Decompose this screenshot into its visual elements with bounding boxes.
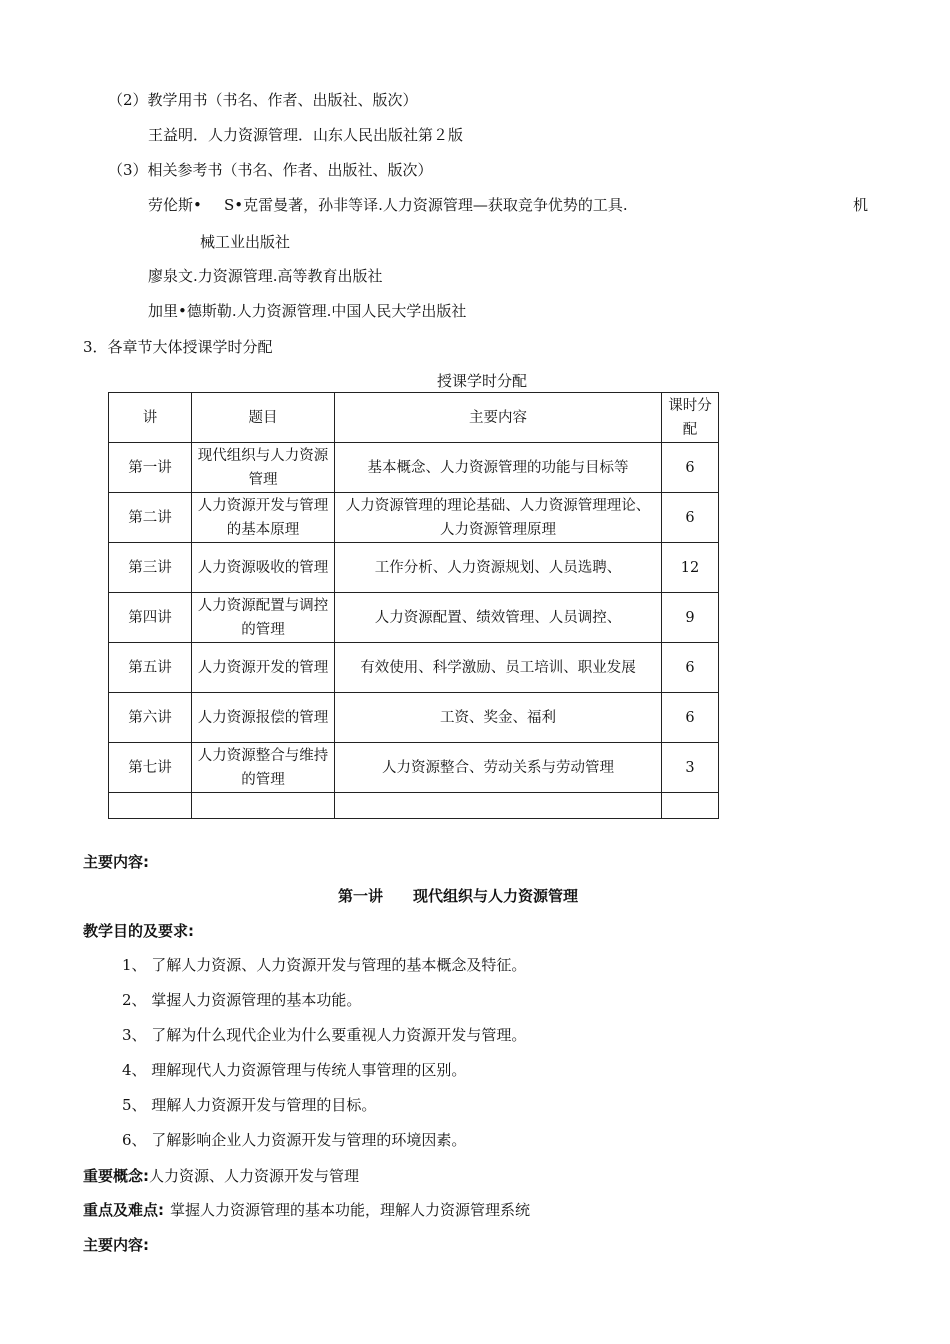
reference-item-3: 加里•德斯勒.人力资源管理.中国人民大学出版社 <box>148 302 467 320</box>
concepts-text: 人力资源、人力资源开发与管理 <box>149 1167 360 1185</box>
table-row <box>109 493 719 543</box>
cell-lecture: 第三讲 <box>109 543 192 593</box>
cell-content: 人力资源管理的理论基础、人力资源管理理论、人力资源管理原理 <box>335 493 662 543</box>
cell-lecture: 第四讲 <box>109 593 192 643</box>
cell-lecture: 第五讲 <box>109 643 192 693</box>
cell-title: 人力资源报偿的管理 <box>192 693 335 743</box>
reference-item-2: 廖泉文.力资源管理.高等教育出版社 <box>148 267 383 285</box>
cell-lecture: 第一讲 <box>109 443 192 493</box>
cell-title: 人力资源开发与管理的基本原理 <box>192 493 335 543</box>
cell-content: 有效使用、科学激励、员工培训、职业发展 <box>335 643 662 693</box>
cell-title: 人力资源整合与维持的管理 <box>192 743 335 793</box>
cell-lecture: 第七讲 <box>109 743 192 793</box>
cell-hours: 6 <box>662 643 719 693</box>
main-content-label-2: 主要内容: <box>83 1236 149 1254</box>
cell-lecture: 第六讲 <box>109 693 192 743</box>
section-3-heading: 3．各章节大体授课学时分配 <box>83 338 273 356</box>
reference-heading: （3）相关参考书（书名、作者、出版社、版次） <box>108 161 433 179</box>
cell-hours: 12 <box>662 543 719 593</box>
cell-content: 工资、奖金、福利 <box>335 693 662 743</box>
cell-lecture: 第二讲 <box>109 493 192 543</box>
cell-title: 人力资源开发的管理 <box>192 643 335 693</box>
cell-title: 人力资源吸收的管理 <box>192 543 335 593</box>
textbook-item: 王益明．人力资源管理．山东人民出版社第２版 <box>148 126 464 144</box>
cell-hours: 6 <box>662 443 719 493</box>
main-content-label: 主要内容: <box>83 853 149 871</box>
header-title: 题目 <box>192 393 335 443</box>
cell-title: 现代组织与人力资源管理 <box>192 443 335 493</box>
table-caption: 授课学时分配 <box>437 372 528 390</box>
cell-hours <box>662 793 719 819</box>
cell-hours: 6 <box>662 493 719 543</box>
concepts-label: 重要概念: <box>83 1167 149 1185</box>
key-points-line <box>83 1200 530 1220</box>
header-hours: 课时分配 <box>662 393 719 443</box>
goal-item: 2、 掌握人力资源管理的基本功能。 <box>122 991 362 1009</box>
cell-title: 人力资源配置与调控的管理 <box>192 593 335 643</box>
reference-item-1-publisher: 械工业出版社 <box>200 233 291 251</box>
cell-content: 人力资源配置、绩效管理、人员调控、 <box>335 593 662 643</box>
concepts-line <box>83 1166 359 1186</box>
table-row <box>109 643 719 693</box>
cell-title <box>192 793 335 819</box>
table-row <box>109 693 719 743</box>
header-lecture: 讲 <box>109 393 192 443</box>
reference-item-1-author: 劳伦斯• <box>148 196 202 214</box>
cell-hours: 9 <box>662 593 719 643</box>
textbook-heading: （2）教学用书（书名、作者、出版社、版次） <box>108 91 418 109</box>
cell-content: 基本概念、人力资源管理的功能与目标等 <box>335 443 662 493</box>
cell-hours: 6 <box>662 693 719 743</box>
cell-content: 人力资源整合、劳动关系与劳动管理 <box>335 743 662 793</box>
table-header-row <box>109 393 719 443</box>
goal-item: 4、 理解现代人力资源管理与传统人事管理的区别。 <box>122 1061 467 1079</box>
header-content: 主要内容 <box>335 393 662 443</box>
reference-item-1-tail: 机 <box>853 196 869 214</box>
key-points-label: 重点及难点: <box>83 1201 164 1219</box>
key-points-text: 掌握人力资源管理的基本功能，理解人力资源管理系统 <box>170 1201 531 1219</box>
hours-allocation-table <box>108 392 719 819</box>
goals-label: 教学目的及要求: <box>83 922 194 940</box>
goal-item: 1、 了解人力资源、人力资源开发与管理的基本概念及特征。 <box>122 956 527 974</box>
table-row <box>109 743 719 793</box>
table-row <box>109 543 719 593</box>
cell-hours: 3 <box>662 743 719 793</box>
cell-lecture <box>109 793 192 819</box>
table-row-empty <box>109 793 719 819</box>
reference-item-1-title: S•克雷曼著，孙非等译.人力资源管理—获取竞争优势的工具. <box>224 196 628 214</box>
cell-content: 工作分析、人力资源规划、人员选聘、 <box>335 543 662 593</box>
table-row <box>109 593 719 643</box>
goal-item: 3、 了解为什么现代企业为什么要重视人力资源开发与管理。 <box>122 1026 527 1044</box>
cell-content <box>335 793 662 819</box>
table-row <box>109 443 719 493</box>
goal-item: 5、 理解人力资源开发与管理的目标。 <box>122 1096 377 1114</box>
lecture-title: 第一讲 现代组织与人力资源管理 <box>338 887 579 905</box>
goal-item: 6、 了解影响企业人力资源开发与管理的环境因素。 <box>122 1131 467 1149</box>
